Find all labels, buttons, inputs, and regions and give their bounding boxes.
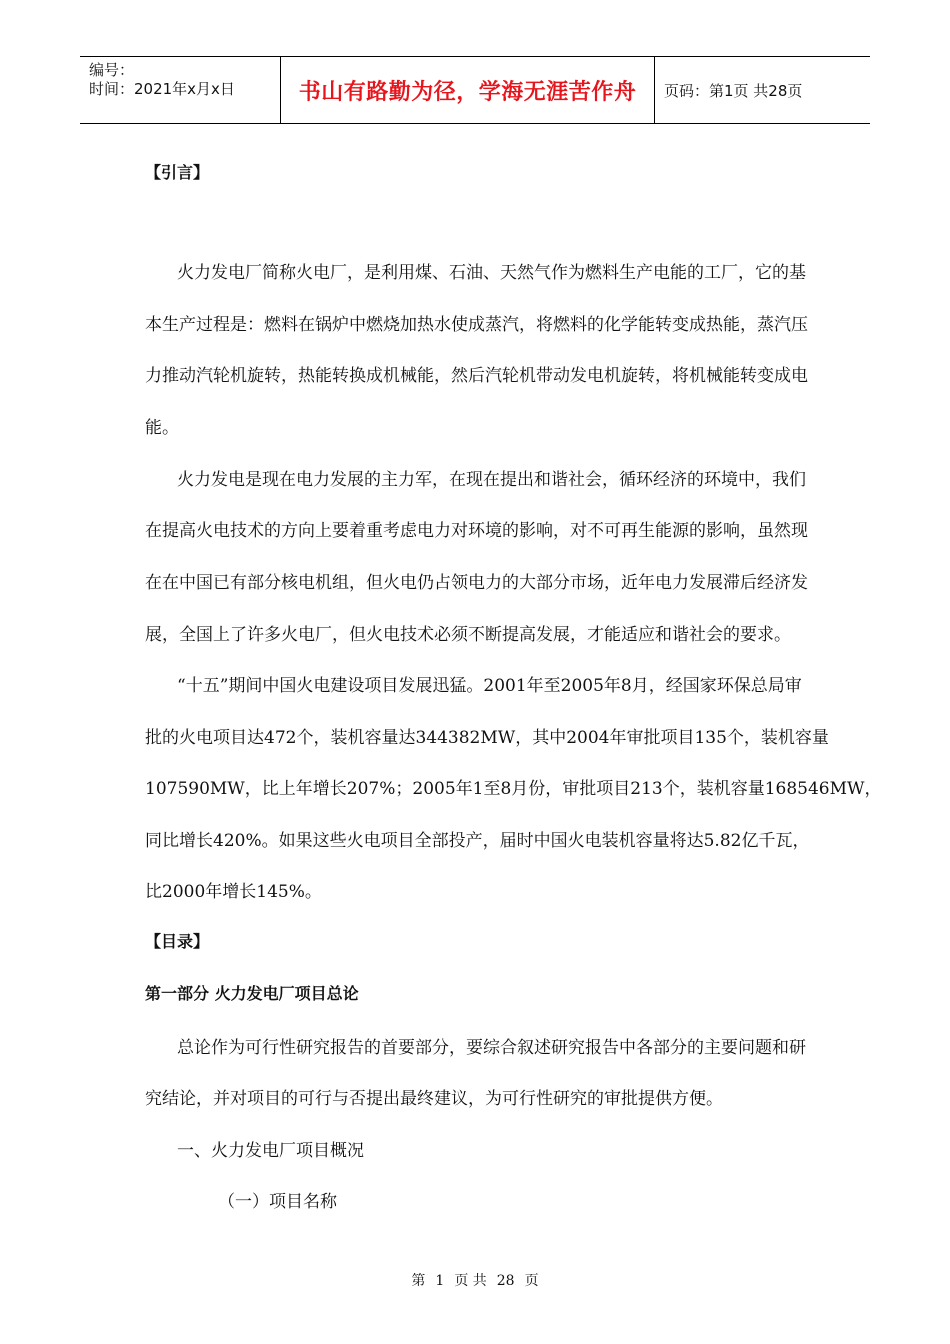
intro-p3-line: 批的火电项目达472个，装机容量达344382MW，其中2004年审批项目135个，装机容量 <box>145 728 829 748</box>
header-number-label: 编号： <box>89 61 135 79</box>
intro-heading: 【引言】 <box>145 163 210 182</box>
intro-p2-line: 展，全国上了许多火电厂，但火电技术必须不断提高发展，才能适应和谐社会的要求。 <box>145 625 791 645</box>
intro-p3-line: 107590MW，比上年增长207%；2005年1至8月份，审批项目213个，装机容量168546MW， <box>145 779 882 799</box>
footer-mid: 页 共 <box>454 1273 487 1289</box>
intro-p3-line: 同比增长420%。如果这些火电项目全部投产，届时中国火电装机容量将达5.82亿千瓦， <box>145 831 810 851</box>
footer-total-pages: 28 <box>496 1273 515 1289</box>
page-footer <box>0 1270 950 1290</box>
intro-p3-line: 比2000年增长145%。 <box>145 882 322 902</box>
footer-prefix: 第 <box>411 1273 426 1289</box>
intro-p2-line: 火力发电是现在电力发展的主力军，在现在提出和谐社会，循环经济的环境中，我们 <box>177 470 806 490</box>
document-header <box>80 56 870 124</box>
toc-part1-title: 第一部分 火力发电厂项目总论 <box>145 984 359 1003</box>
footer-page-number: 1 <box>435 1273 445 1289</box>
intro-p2-line: 在在中国已有部分核电机组，但火电仍占领电力的大部分市场，近年电力发展滞后经济发 <box>145 573 808 593</box>
footer-suffix: 页 <box>524 1273 539 1289</box>
intro-p1-line: 本生产过程是：燃料在锅炉中燃烧加热水使成蒸汽，将燃料的化学能转变成热能，蒸汽压 <box>145 315 808 335</box>
header-date-label: 时间：2021年x月x日 <box>89 80 235 98</box>
toc-sub1: （一）项目名称 <box>218 1192 337 1212</box>
intro-p1-line: 火力发电厂简称火电厂，是利用煤、石油、天然气作为燃料生产电能的工厂，它的基 <box>177 263 806 283</box>
intro-p3-line: “十五”期间中国火电建设项目发展迅猛。2001年至2005年8月，经国家环保总局审 <box>177 676 802 696</box>
header-meta <box>80 57 281 123</box>
intro-p1-line: 能。 <box>145 418 179 438</box>
toc-section1: 一、火力发电厂项目概况 <box>177 1141 364 1161</box>
header-page-info: 页码：第1页 共28页 <box>664 81 803 100</box>
intro-p2-line: 在提高火电技术的方向上要着重考虑电力对环境的影响，对不可再生能源的影响，虽然现 <box>145 521 808 541</box>
toc-p1-line: 总论作为可行性研究报告的首要部分，要综合叙述研究报告中各部分的主要问题和研 <box>177 1038 806 1058</box>
intro-p1-line: 力推动汽轮机旋转，热能转换成机械能，然后汽轮机带动发电机旋转，将机械能转变成电 <box>145 366 808 386</box>
toc-p1-line: 究结论，并对项目的可行与否提出最终建议，为可行性研究的审批提供方便。 <box>145 1089 723 1109</box>
toc-heading: 【目录】 <box>145 932 210 951</box>
header-motto: 书山有路勤为径，学海无涯苦作舟 <box>281 57 655 123</box>
